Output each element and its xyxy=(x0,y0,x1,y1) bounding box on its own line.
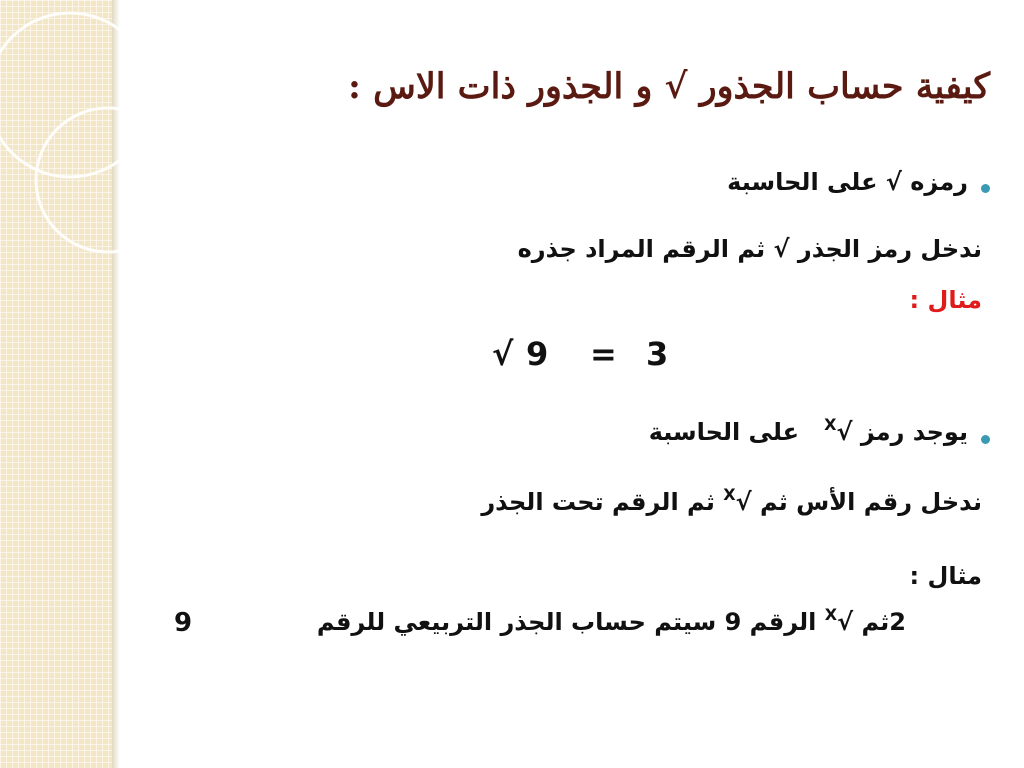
line-3-part-b: الرقم 9 سيتم حساب الجذر التربيعي للرقم xyxy=(316,608,817,636)
line-3-part-a: 2ثم xyxy=(861,608,906,636)
example-line-3 xyxy=(316,605,906,636)
exponent-x: X xyxy=(824,605,838,624)
sqrt-symbol: √ xyxy=(735,488,752,516)
decorative-arcs xyxy=(0,0,180,280)
equation-equals: = xyxy=(590,335,617,373)
root-x-symbol xyxy=(824,598,854,636)
example-line-3-number: 9 xyxy=(174,608,193,638)
bullet-1-text: رمزه √ على الحاسبة xyxy=(727,168,968,196)
equation-result: 3 xyxy=(646,335,669,373)
example-label-1: مثال : xyxy=(909,286,982,314)
equation-operand: 9 xyxy=(526,335,549,373)
example-label-2: مثال : xyxy=(909,562,982,590)
line-2-part-a: ندخل رقم الأس ثم xyxy=(759,488,982,516)
bullet-2-text xyxy=(648,415,968,446)
root-x-symbol xyxy=(723,478,752,516)
bullet-2-part-b: على الحاسبة xyxy=(648,418,800,446)
bullet-2-part-a: يوجد رمز xyxy=(860,418,968,446)
line-2-part-b: ثم الرقم تحت الجذر xyxy=(481,488,715,516)
exponent-x: X xyxy=(824,415,837,434)
bullet-dot-2 xyxy=(981,435,990,444)
equation-sqrt: √ xyxy=(492,335,514,373)
instruction-line-2 xyxy=(481,485,982,516)
sqrt-symbol: √ xyxy=(837,608,854,636)
exponent-x: X xyxy=(723,485,736,504)
instruction-line-1: ندخل رمز الجذر √ ثم الرقم المراد جذره xyxy=(517,235,982,263)
slide-title: كيفية حساب الجذور √ و الجذور ذات الاس : xyxy=(347,66,990,107)
sqrt-symbol: √ xyxy=(836,418,853,446)
root-x-symbol xyxy=(824,408,853,446)
bullet-dot-1 xyxy=(981,184,990,193)
arc-small xyxy=(36,108,180,252)
arc-large xyxy=(0,13,152,177)
